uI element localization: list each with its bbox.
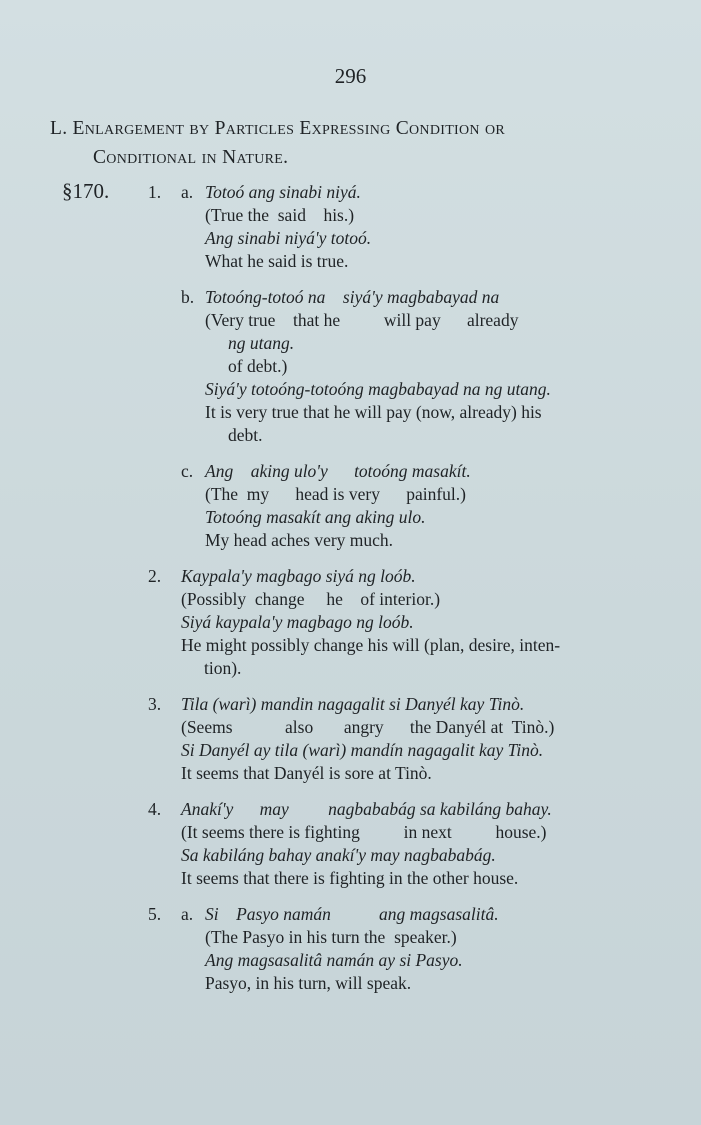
entry-number: 4.	[148, 799, 162, 819]
example-translation: It seems that Danyél is sore at Tinò.	[181, 763, 432, 783]
example-gloss: (True the said his.)	[205, 205, 355, 225]
example-tagalog: Si Pasyo namán ang magsasalitâ.	[205, 904, 499, 924]
example-translation: debt.	[228, 425, 263, 445]
entry-sub-label: b.	[181, 287, 195, 307]
example-tagalog: Siyá'y totoóng-totoóng magbabayad na ng utang.	[205, 379, 551, 399]
example-tagalog: Totoóng masakít ang aking ulo.	[205, 507, 426, 527]
example-tagalog: Si Danyél ay tila (warì) mandín nagagalit kay Tinò.	[181, 740, 544, 760]
entry-number: 3.	[148, 694, 162, 714]
heading-line-2: Conditional in Nature.	[93, 147, 289, 168]
example-gloss: (Seems also angry the Danyél at Tinò.)	[181, 717, 555, 737]
example-translation: It is very true that he will pay (now, already) his	[205, 402, 542, 422]
example-tagalog: Totoó ang sinabi niyá.	[205, 182, 361, 202]
example-gloss: (It seems there is fighting in next house.)	[181, 822, 547, 842]
section-heading	[50, 114, 680, 172]
example-translation: He might possibly change his will (plan, desire, inten-	[181, 635, 561, 655]
entry-number: 2.	[148, 566, 162, 586]
example-translation: My head aches very much.	[205, 530, 394, 550]
entry-sub-label: a.	[181, 182, 194, 202]
example-gloss: (The my head is very painful.)	[205, 484, 466, 504]
example-translation: What he said is true.	[205, 251, 349, 271]
example-tagalog: Totoóng-totoó na siyá'y magbabayad na	[205, 287, 500, 307]
entry-sub-label: c.	[181, 461, 194, 481]
example-tagalog: Kaypala'y magbago siyá ng loób.	[181, 566, 416, 586]
example-gloss: (Very true that he will pay already	[205, 310, 519, 330]
example-gloss: (The Pasyo in his turn the speaker.)	[205, 927, 457, 947]
example-tagalog: Ang magsasalitâ namán ay si Pasyo.	[205, 950, 463, 970]
example-tagalog: Sa kabiláng bahay anakí'y may nagbababág.	[181, 845, 496, 865]
example-tagalog: ng utang.	[228, 333, 295, 353]
example-translation: Pasyo, in his turn, will speak.	[205, 973, 412, 993]
example-gloss: of debt.)	[228, 356, 288, 376]
example-tagalog: Ang aking ulo'y totoóng masakít.	[205, 461, 471, 481]
entry-sub-label: a.	[181, 904, 194, 924]
example-tagalog: Ang sinabi niyá'y totoó.	[205, 228, 372, 248]
section-number: §170.	[62, 179, 110, 203]
page-number: 296	[334, 64, 367, 88]
entry-number: 5.	[148, 904, 162, 924]
example-gloss: (Possibly change he of interior.)	[181, 589, 441, 609]
heading-line-1: L. Enlargement by Particles Expressing Condition or	[50, 118, 506, 139]
example-tagalog: Anakí'y may nagbababág sa kabiláng bahay.	[181, 799, 552, 819]
example-translation: tion).	[204, 658, 242, 678]
entry-number: 1.	[148, 182, 162, 202]
example-tagalog: Tila (warì) mandin nagagalit si Danyél kay Tinò.	[181, 694, 525, 714]
example-tagalog: Siyá kaypala'y magbago ng loób.	[181, 612, 414, 632]
example-translation: It seems that there is fighting in the other house.	[181, 868, 519, 888]
